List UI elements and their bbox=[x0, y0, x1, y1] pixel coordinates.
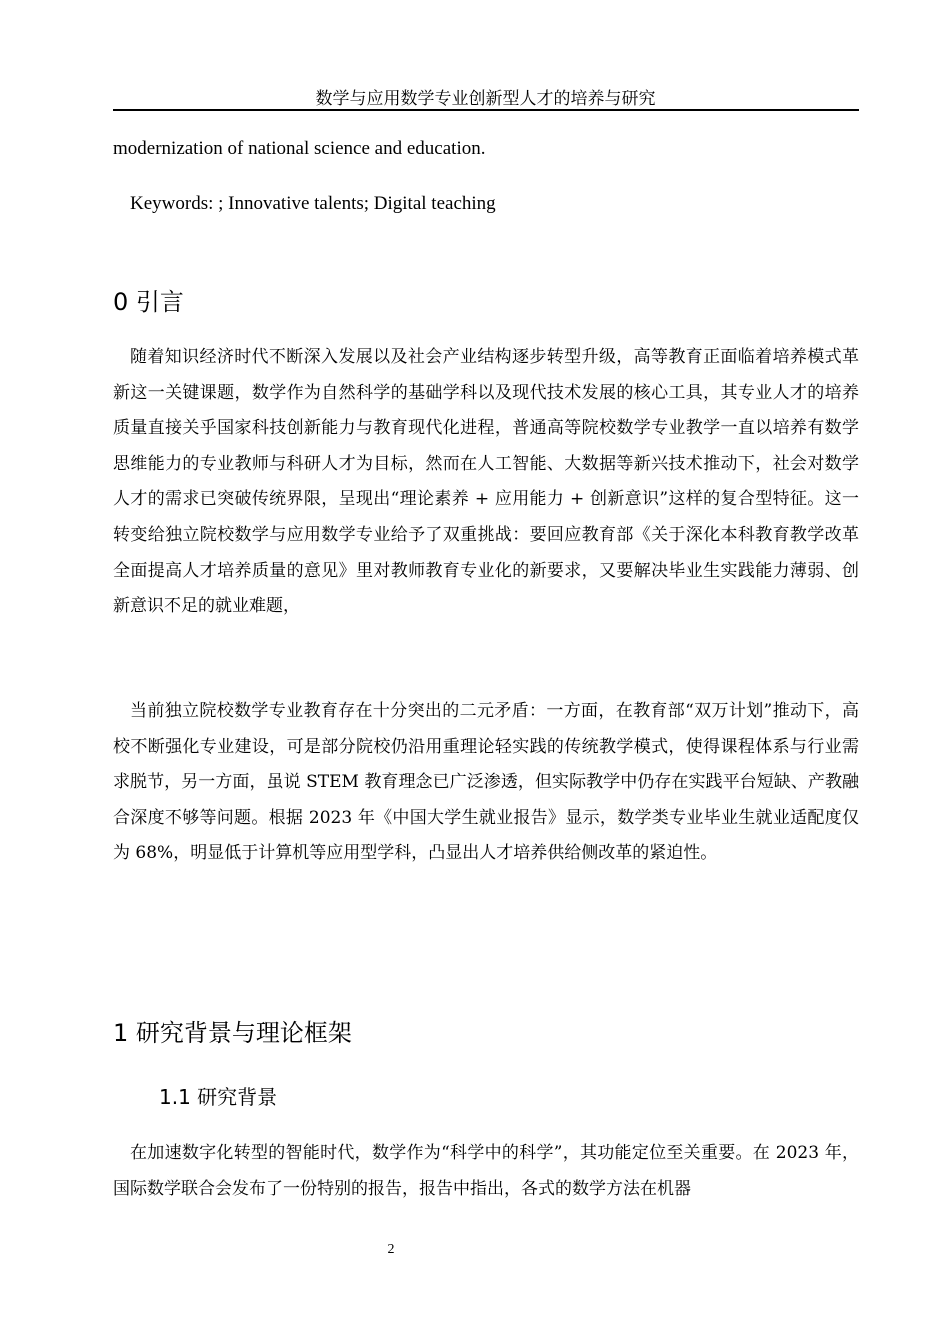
intro-paragraph-1: 随着知识经济时代不断深入发展以及社会产业结构逐步转型升级，高等教育正面临着培养模式革新这一关键课题，数学作为自然科学的基础学科以及现代技术发展的核心工具，其专业人才的培养质量直接关乎国家科技创新能力与教育现代化进程，普通高等院校数学专业教学一直以培养有数学思维能力的专业教师与科研人才为目标，然而在人工智能、大数据等新兴技术推动下，社会对数学人才的需求已突破传统界限，呈现出“理论素养 + 应用能力 + 创新意识”这样的复合型特征。这一转变给独立院校数学与应用数学专业给予了双重挑战：要回应教育部《关于深化本科教育教学改革全面提高人才培养质量的意见》里对教师教育专业化的新要求，又要解决毕业生实践能力薄弱、创新意识不足的就业难题， bbox=[113, 347, 859, 617]
background-paragraph-1: 在加速数字化转型的智能时代，数学作为“科学中的科学”，其功能定位至关重要。在 2023 年，国际数学联合会发布了一份特别的报告，报告中指出，各式的数学方法在机器 bbox=[113, 1143, 859, 1199]
running-header: 数学与应用数学专业创新型人才的培养与研究 bbox=[315, 89, 656, 109]
section-heading-background: 1 研究背景与理论框架 bbox=[113, 1019, 352, 1047]
header-rule bbox=[113, 109, 859, 111]
page-number: 2 bbox=[387, 1242, 395, 1257]
abstract-closing-line: modernization of national science and education. bbox=[113, 138, 486, 159]
intro-paragraph-2: 当前独立院校数学专业教育存在十分突出的二元矛盾：一方面，在教育部“双万计划”推动下，高校不断强化专业建设，可是部分院校仍沿用重理论轻实践的传统教学模式，使得课程体系与行业需求脱节，另一方面，虽说 STEM 教育理念已广泛渗透，但实际教学中仍存在实践平台短缺、产教融合深度不够等问题。根据 2023 年《中国大学生就业报告》显示，数学类专业毕业生就业适配度仅为 68%，明显低于计算机等应用型学科，凸显出人才培养供给侧改革的紧迫性。 bbox=[113, 701, 859, 864]
section-heading-intro: 0 引言 bbox=[113, 288, 184, 316]
subsection-heading-background: 1.1 研究背景 bbox=[159, 1085, 278, 1109]
keywords-line: Keywords: ; Innovative talents; Digital teaching bbox=[130, 193, 496, 214]
